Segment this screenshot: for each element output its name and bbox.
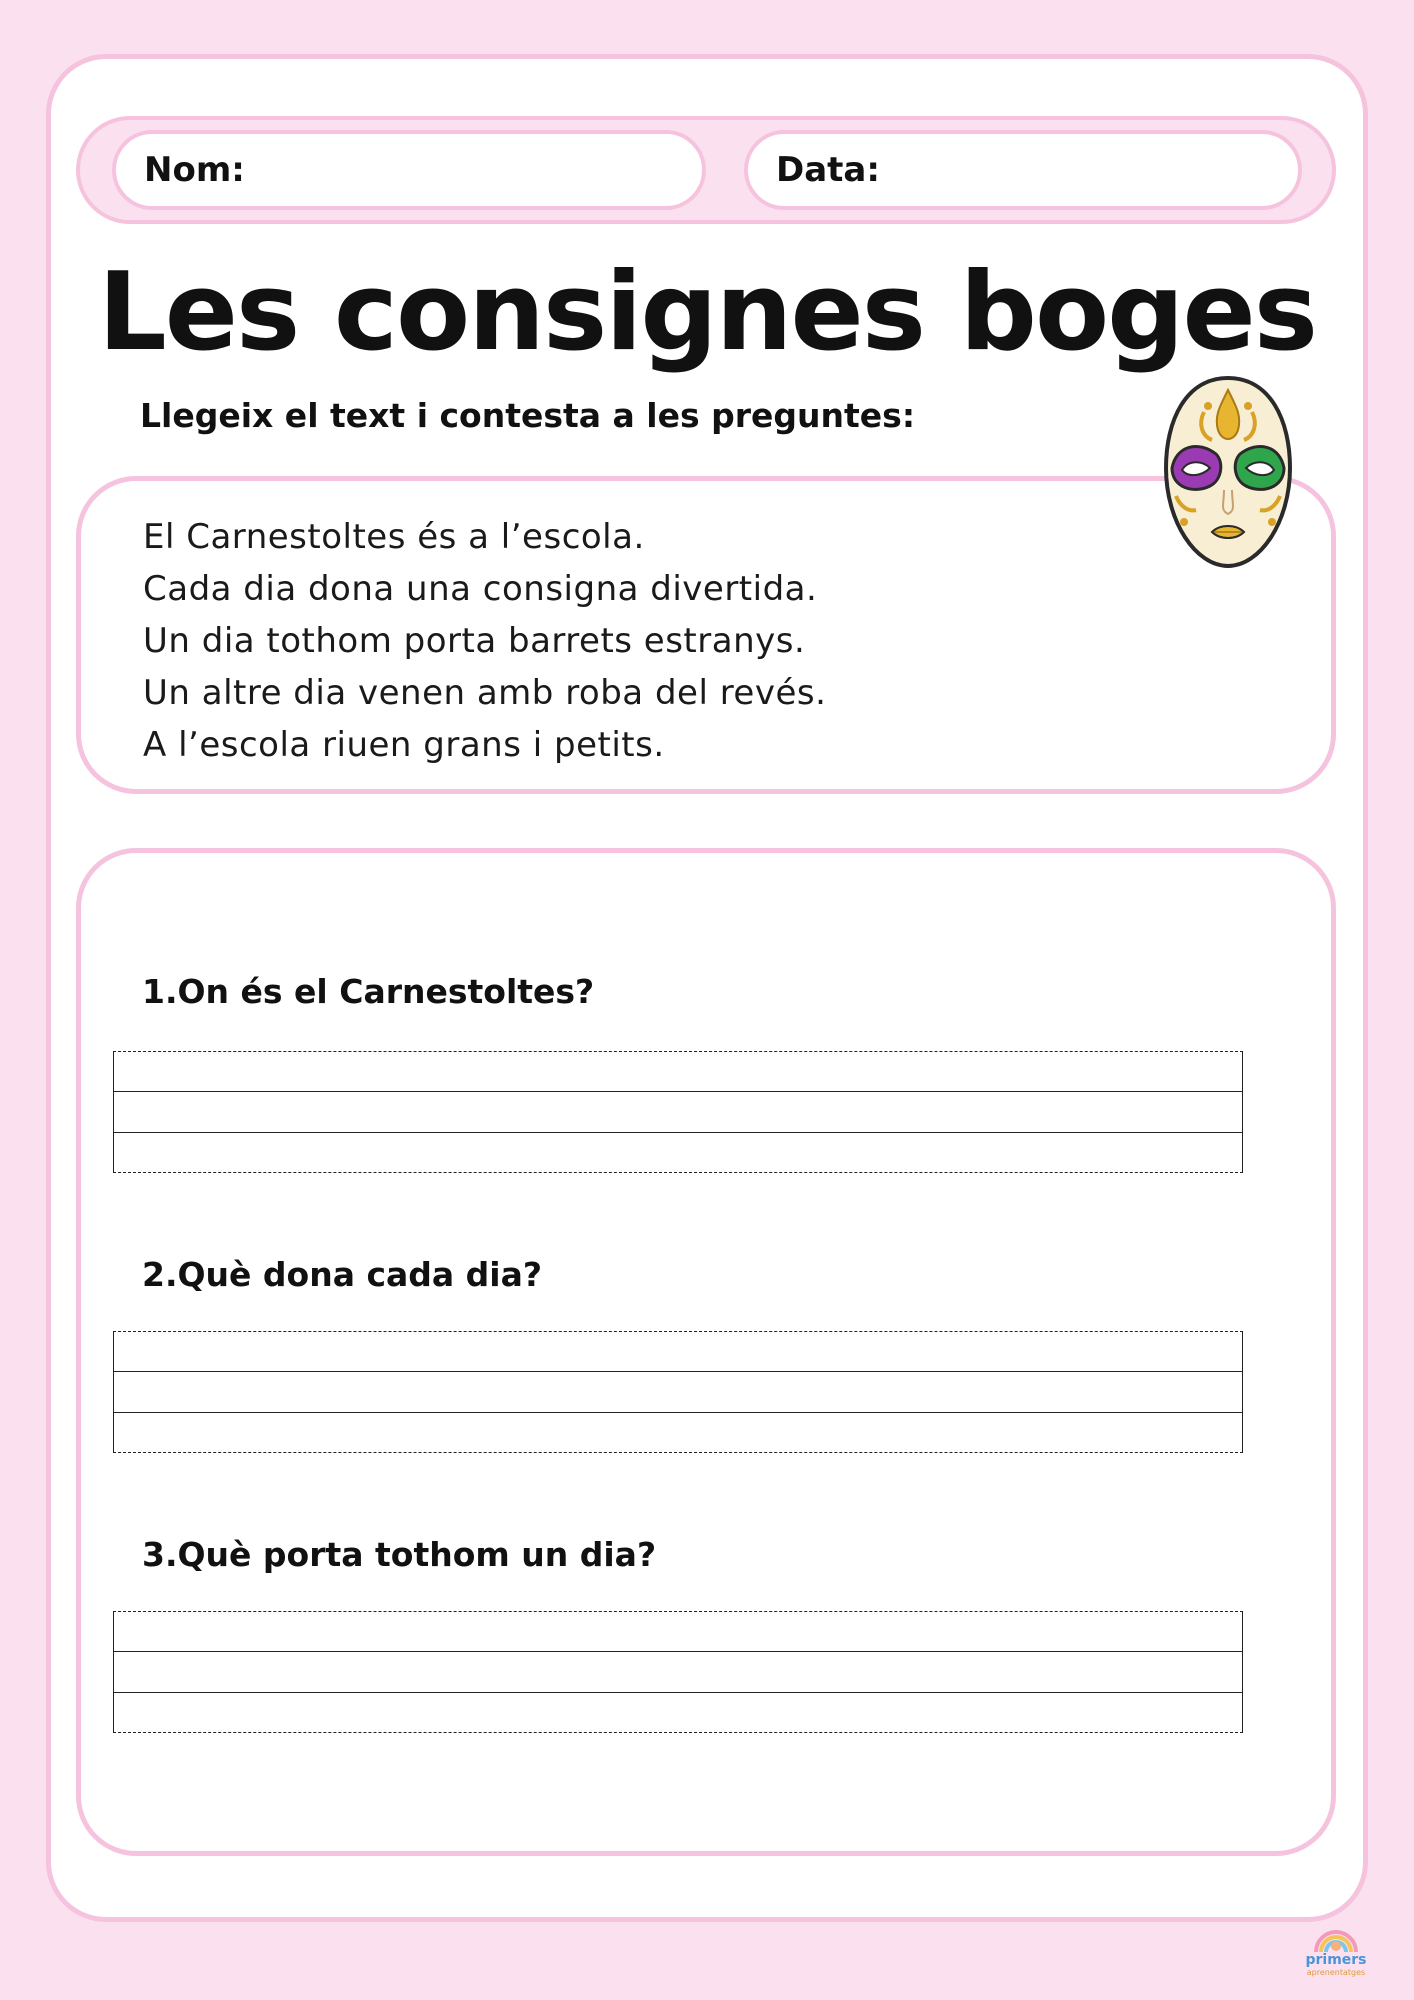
answer-lines-3[interactable] xyxy=(113,1611,1243,1733)
name-field[interactable] xyxy=(112,130,706,210)
date-label: Data: xyxy=(776,150,880,190)
question-3: 3.Què porta tothom un dia? xyxy=(142,1535,657,1574)
name-label: Nom: xyxy=(144,150,245,190)
instruction-text: Llegeix el text i contesta a les preguntes: xyxy=(140,396,916,435)
answer-lines-2[interactable] xyxy=(113,1331,1243,1453)
logo-name: primers xyxy=(1305,1952,1367,1968)
logo-subtitle: aprenentatges xyxy=(1306,1968,1366,1977)
question-2: 2.Què dona cada dia? xyxy=(142,1255,543,1294)
reading-line: El Carnestoltes és a l’escola. xyxy=(143,517,645,557)
answer-lines-1[interactable] xyxy=(113,1051,1243,1173)
reading-line: Un dia tothom porta barrets estranys. xyxy=(143,621,806,661)
reading-line: Cada dia dona una consigna divertida. xyxy=(143,569,818,609)
carnival-mask-icon xyxy=(1158,372,1298,572)
date-field[interactable] xyxy=(744,130,1302,210)
reading-text-box xyxy=(76,476,1336,794)
reading-line: Un altre dia venen amb roba del revés. xyxy=(143,673,827,713)
page-title: Les consignes boges xyxy=(97,250,1317,375)
reading-line: A l’escola riuen grans i petits. xyxy=(143,725,665,765)
book-rainbow-logo xyxy=(1300,1922,1372,1988)
question-1: 1.On és el Carnestoltes? xyxy=(142,972,595,1011)
rainbow-icon xyxy=(1300,1922,1372,1956)
